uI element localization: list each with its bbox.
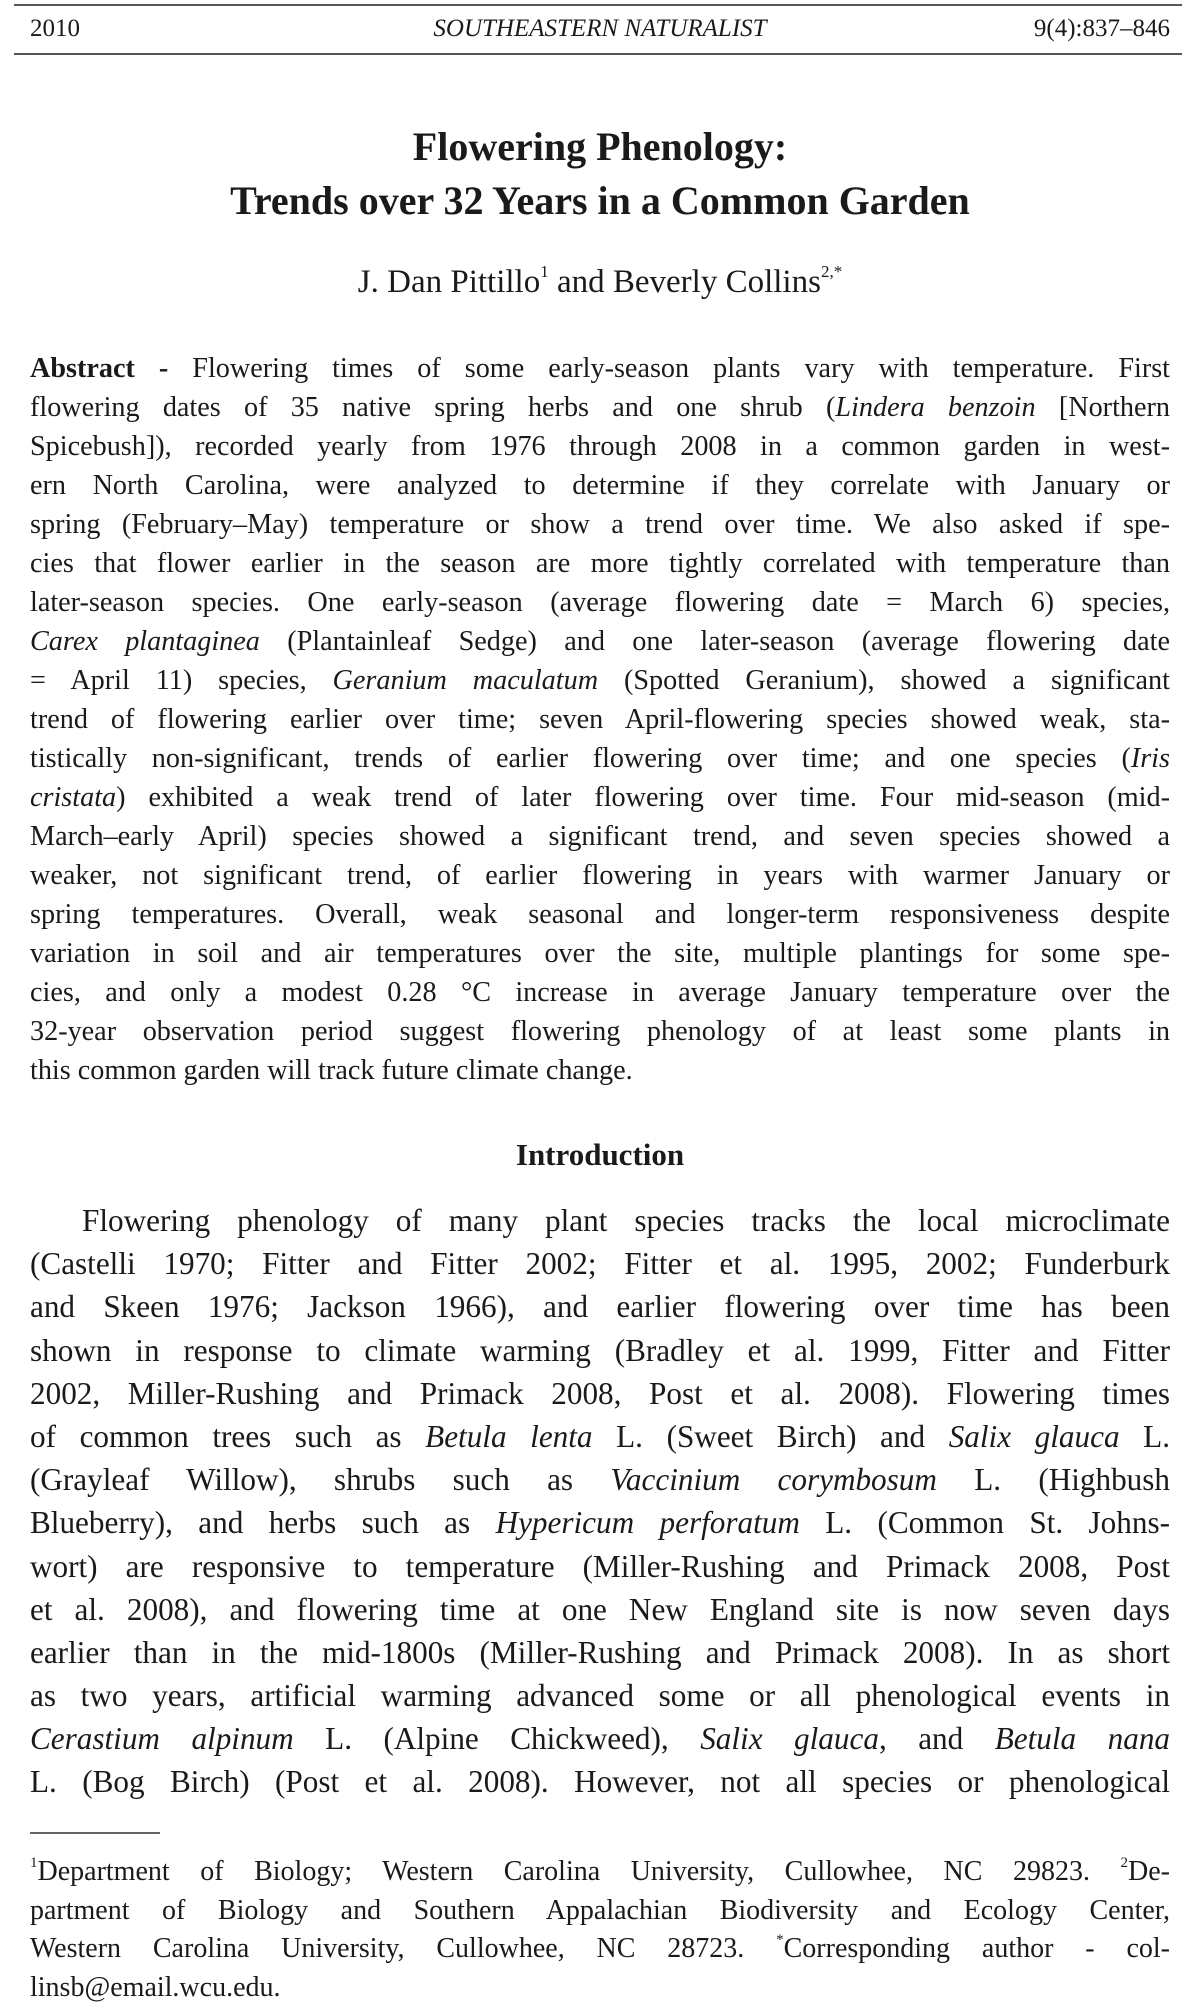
- text-run: [Northern: [1035, 392, 1170, 423]
- author-2: Beverly Collins: [612, 264, 821, 300]
- volume-pages: 9(4):837–846: [1033, 15, 1170, 42]
- text-run: Western Carolina University, Cullowhee, NC 28723.: [30, 1933, 777, 1964]
- text-run: 2002, Miller-Rushing and Primack 2008, Post et al. 2008). Flowering times: [30, 1375, 1170, 1411]
- text-run: L. (Common St. Johns-: [799, 1505, 1170, 1541]
- text-run: cies, and only a modest 0.28 °C increase in average January temperature over the: [30, 977, 1170, 1008]
- text-run: as two years, artificial warming advanced some or all phenological events in: [30, 1678, 1170, 1714]
- abstract-line: [30, 700, 1170, 739]
- footnote-rule: [30, 1832, 160, 1834]
- abstract-label: Abstract -: [30, 353, 169, 384]
- text-run: Corresponding author - col-: [783, 1933, 1170, 1964]
- text-run: later-season species. One early-season (average flowering date = March 6) species,: [30, 587, 1170, 618]
- italic-taxon: Salix glauca: [948, 1418, 1120, 1454]
- intro-line: [30, 1588, 1170, 1631]
- text-run: L. (Alpine Chickweed),: [293, 1721, 701, 1757]
- text-run: Flowering phenology of many plant species tracks the local microclimate: [82, 1203, 1170, 1238]
- italic-taxon: Hypericum perforatum: [495, 1505, 800, 1541]
- text-run: Department of Biology; Western Carolina University, Cullowhee, NC 29823.: [37, 1856, 1121, 1887]
- text-run: March–early April) species showed a significant trend, and seven species showed a: [30, 821, 1170, 852]
- abstract-line: [30, 466, 1170, 505]
- footnote-marker: 1: [30, 1855, 38, 1871]
- intro-line: [30, 1545, 1170, 1588]
- header-bottom-rule: [14, 53, 1182, 55]
- abstract-line: [30, 778, 1170, 817]
- text-run: weaker, not significant trend, of earlier flowering in years with warmer January or: [30, 860, 1170, 891]
- introduction-body: [30, 1199, 1170, 1804]
- abstract-line: [30, 895, 1170, 934]
- abstract-line: [30, 973, 1170, 1012]
- abstract-line: [30, 544, 1170, 583]
- footnote-marker: *: [776, 1932, 784, 1948]
- text-run: L.: [1119, 1418, 1170, 1454]
- abstract-line: [30, 739, 1170, 778]
- author-1: J. Dan Pittillo: [357, 264, 541, 300]
- abstract-line: [30, 1012, 1170, 1051]
- intro-line: [30, 1458, 1170, 1501]
- italic-taxon: Salix glauca: [700, 1721, 879, 1757]
- italic-taxon: cristata: [30, 782, 117, 813]
- text-run: wort) are responsive to temperature (Miller-Rushing and Primack 2008, Post: [30, 1548, 1170, 1584]
- text-run: of common trees such as: [30, 1418, 426, 1454]
- intro-line: [30, 1415, 1170, 1458]
- text-run: cies that flower earlier in the season are more tightly correlated with temperature than: [30, 548, 1170, 579]
- intro-line: [30, 1329, 1170, 1372]
- running-head: [30, 14, 1170, 44]
- footnote-line: [30, 1892, 1170, 1931]
- abstract-line: [30, 661, 1170, 700]
- footnote-line: [30, 1969, 1170, 2008]
- italic-taxon: Geranium maculatum: [332, 665, 599, 696]
- intro-line: [30, 1501, 1170, 1544]
- text-run: Spicebush]), recorded yearly from 1976 through 2008 in a common garden in west-: [30, 431, 1170, 462]
- italic-taxon: Lindera benzoin: [835, 392, 1036, 423]
- text-run: and Skeen 1976; Jackson 1966), and earlier flowering over time has been: [30, 1289, 1170, 1325]
- text-run: L. (Highbush: [936, 1462, 1170, 1498]
- intro-line: [30, 1372, 1170, 1415]
- title-line-1: Flowering Phenology:: [412, 124, 788, 169]
- text-run: earlier than in the mid-1800s (Miller-Rushing and Primack 2008). In as short: [30, 1634, 1170, 1670]
- text-run: (Grayleaf Willow), shrubs such as: [30, 1462, 611, 1498]
- intro-line: [30, 1199, 1170, 1242]
- intro-line: [30, 1717, 1170, 1760]
- italic-taxon: Cerastium alpinum: [30, 1721, 294, 1757]
- article-title: [0, 120, 1200, 228]
- text-run: (Plantainleaf Sedge) and one later-season (average flowering date: [259, 626, 1170, 657]
- footnotes: [30, 1853, 1170, 2007]
- abstract: [30, 349, 1170, 1090]
- text-run: spring temperatures. Overall, weak seasonal and longer-term responsiveness despite: [30, 899, 1170, 930]
- footnote-marker: 2: [1120, 1855, 1129, 1871]
- abstract-line: [30, 583, 1170, 622]
- text-run: L. (Sweet Birch) and: [592, 1418, 949, 1454]
- text-run: Flowering times of some early-season plants vary with temperature. First: [168, 353, 1171, 384]
- text-run: (Spotted Geranium), showed a significant: [598, 665, 1170, 696]
- intro-line: [30, 1631, 1170, 1674]
- text-run: partment of Biology and Southern Appalachian Biodiversity and Ecology Center,: [30, 1894, 1170, 1926]
- text-run: variation in soil and air temperatures over the site, multiple plantings for some spe-: [30, 938, 1170, 969]
- text-run: Blueberry), and herbs such as: [30, 1505, 496, 1541]
- text-run: , and: [878, 1721, 995, 1757]
- footnote-line: [30, 1853, 1170, 1892]
- italic-taxon: Betula lenta: [425, 1418, 593, 1454]
- abstract-line: [30, 349, 1170, 388]
- intro-line: [30, 1760, 1170, 1803]
- text-run: 32-year observation period suggest flowering phenology of at least some plants in: [30, 1016, 1170, 1047]
- text-run: tistically non-significant, trends of earlier flowering over time; and one species (: [30, 743, 1131, 774]
- author-line: [0, 262, 1200, 302]
- text-run: (Castelli 1970; Fitter and Fitter 2002; Fitter et al. 1995, 2002; Funderburk: [30, 1246, 1170, 1282]
- abstract-line: [30, 388, 1170, 427]
- text-run: De-: [1128, 1856, 1170, 1887]
- publication-year: 2010: [30, 15, 80, 42]
- intro-line: [30, 1674, 1170, 1717]
- header-top-rule: [14, 4, 1182, 6]
- abstract-line: [30, 856, 1170, 895]
- author-1-affiliation: 1: [540, 262, 549, 281]
- abstract-line: [30, 427, 1170, 466]
- text-run: trend of flowering earlier over time; seven April-flowering species showed weak, sta-: [30, 704, 1170, 735]
- author-2-affiliation: 2,*: [820, 262, 843, 281]
- text-run: = April 11) species,: [30, 665, 333, 696]
- intro-line: [30, 1285, 1170, 1328]
- text-run: ern North Carolina, were analyzed to determine if they correlate with January or: [30, 470, 1170, 501]
- text-run: flowering dates of 35 native spring herbs and one shrub (: [30, 392, 836, 423]
- text-run: et al. 2008), and flowering time at one New England site is now seven days: [30, 1591, 1170, 1627]
- abstract-line: [30, 622, 1170, 661]
- journal-name: SOUTHEASTERN NATURALIST: [433, 15, 767, 42]
- abstract-line: [30, 817, 1170, 856]
- text-run: spring (February–May) temperature or show a trend over time. We also asked if spe-: [30, 509, 1170, 540]
- abstract-line: [30, 505, 1170, 544]
- italic-taxon: Carex plantaginea: [30, 626, 260, 657]
- italic-taxon: Iris: [1130, 743, 1170, 774]
- italic-taxon: Betula nana: [994, 1721, 1171, 1757]
- text-run: ) exhibited a weak trend of later flowering over time. Four mid-season (mid-: [116, 782, 1170, 813]
- italic-taxon: Vaccinium corymbosum: [610, 1462, 937, 1498]
- abstract-line: [30, 1051, 1170, 1090]
- introduction-heading: Introduction: [515, 1137, 685, 1172]
- intro-line: [30, 1242, 1170, 1285]
- text-run: shown in response to climate warming (Bradley et al. 1999, Fitter and Fitter: [30, 1332, 1170, 1368]
- author-connector: and: [548, 264, 613, 300]
- abstract-line: [30, 934, 1170, 973]
- text-run: this common garden will track future climate change.: [30, 1055, 633, 1086]
- footnote-line: [30, 1930, 1170, 1969]
- text-run: L. (Bog Birch) (Post et al. 2008). However, not all species or phenological: [30, 1764, 1170, 1800]
- text-run: linsb@email.wcu.edu.: [30, 1971, 281, 2003]
- title-line-2: Trends over 32 Years in a Common Garden: [230, 178, 970, 223]
